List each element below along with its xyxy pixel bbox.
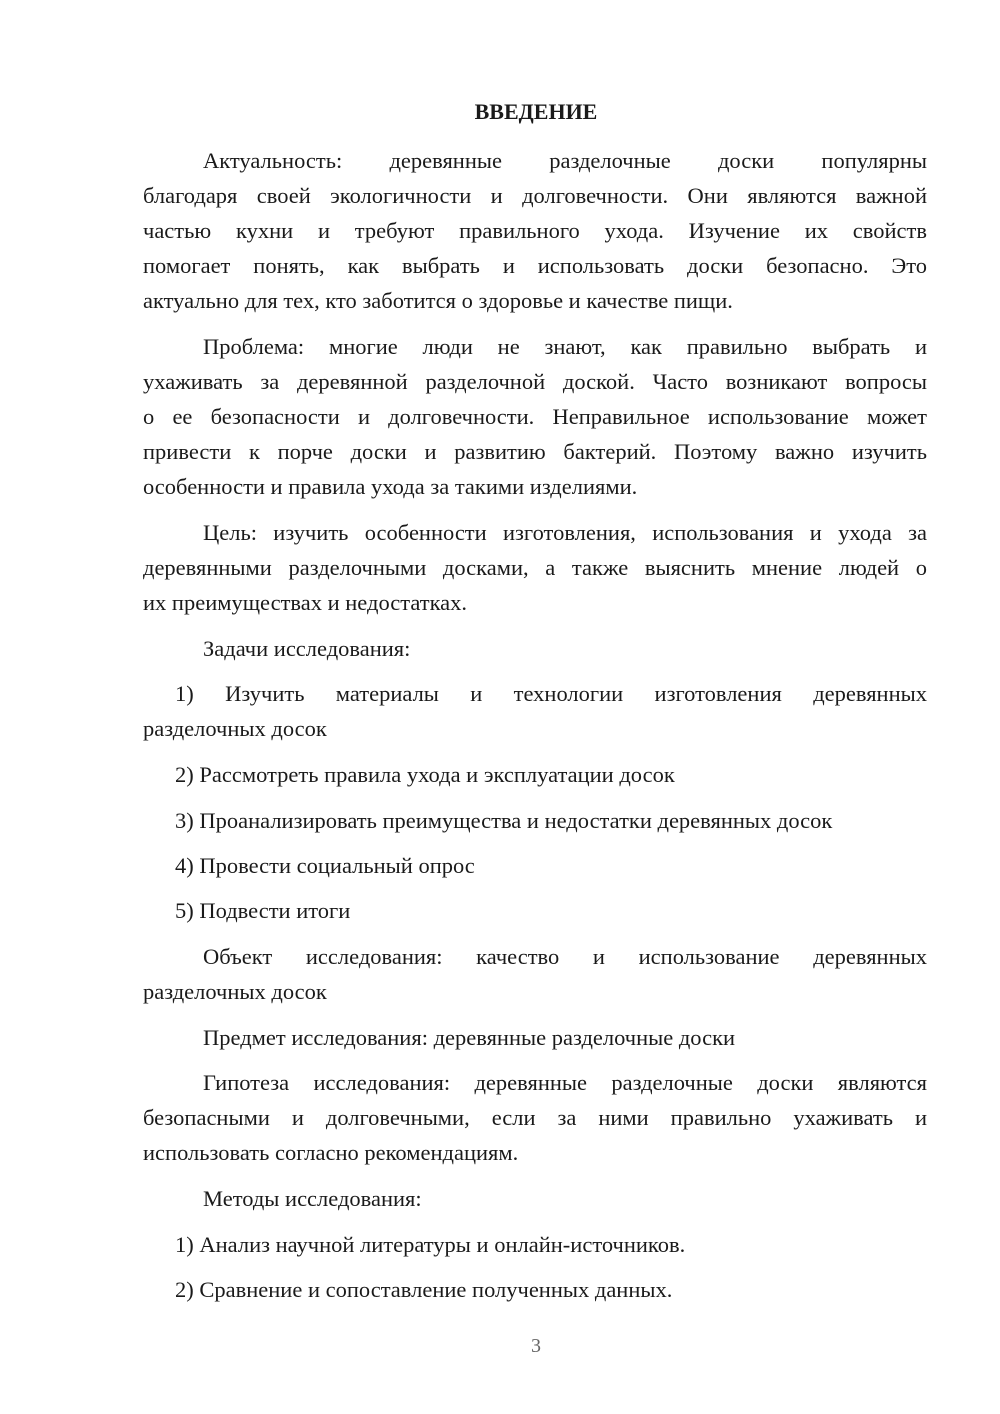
task-item-3: 3) Проанализировать преимущества и недостатки деревянных досок xyxy=(175,808,833,833)
problem-paragraph xyxy=(143,329,927,504)
hypothesis-paragraph xyxy=(143,1065,927,1170)
task-item-5: 5) Подвести итоги xyxy=(175,898,351,923)
method-item-2: 2) Сравнение и сопоставление полученных данных. xyxy=(175,1277,673,1302)
paragraph-line: ухаживать за деревянной разделочной доской. Часто возникают вопросы xyxy=(143,369,927,394)
paragraph-line: актуально для тех, кто заботится о здоровье и качестве пищи. xyxy=(143,288,733,313)
paragraph-line: Объект исследования: качество и использование деревянных xyxy=(203,944,927,969)
paragraph-line: использовать согласно рекомендациям. xyxy=(143,1140,519,1165)
relevance-paragraph xyxy=(143,143,927,318)
paragraph-line: привести к порче доски и развитию бактерий. Поэтому важно изучить xyxy=(143,439,927,464)
goal-paragraph xyxy=(143,515,927,620)
paragraph-line: Гипотеза исследования: деревянные разделочные доски являются xyxy=(203,1070,927,1095)
paragraph-line: частью кухни и требуют правильного ухода. Изучение их свойств xyxy=(143,218,927,243)
paragraph-line: Актуальность: деревянные разделочные доски популярны xyxy=(203,148,927,173)
paragraph-line: о ее безопасности и долговечности. Неправильное использование может xyxy=(143,404,927,429)
paragraph-line: Цель: изучить особенности изготовления, использования и ухода за xyxy=(203,520,927,545)
page-number: 3 xyxy=(531,1335,541,1357)
tasks-heading: Задачи исследования: xyxy=(203,636,411,661)
paragraph-line: разделочных досок xyxy=(143,716,327,741)
task-item-1 xyxy=(143,676,927,746)
task-item-4: 4) Провести социальный опрос xyxy=(175,853,475,878)
paragraph-line: помогает понять, как выбрать и использовать доски безопасно. Это xyxy=(143,253,927,278)
paragraph-line: разделочных досок xyxy=(143,979,327,1004)
object-paragraph xyxy=(143,939,927,1009)
subject-paragraph: Предмет исследования: деревянные разделочные доски xyxy=(203,1025,736,1050)
task-item-2: 2) Рассмотреть правила ухода и эксплуатации досок xyxy=(175,762,675,787)
paragraph-line: благодаря своей экологичности и долговечности. Они являются важной xyxy=(143,183,927,208)
paragraph-line: Проблема: многие люди не знают, как правильно выбрать и xyxy=(203,334,927,359)
paragraph-line: деревянными разделочными досками, а также выяснить мнение людей о xyxy=(143,555,927,580)
paragraph-line: 1) Изучить материалы и технологии изготовления деревянных xyxy=(175,681,927,706)
method-item-1: 1) Анализ научной литературы и онлайн-источников. xyxy=(175,1232,686,1257)
page-title: ВВЕДЕНИЕ xyxy=(474,99,598,124)
paragraph-line: их преимуществах и недостатках. xyxy=(143,590,468,615)
paragraph-line: особенности и правила ухода за такими изделиями. xyxy=(143,474,638,499)
paragraph-line: безопасными и долговечными, если за ними правильно ухаживать и xyxy=(143,1105,927,1130)
methods-heading: Методы исследования: xyxy=(203,1186,422,1211)
